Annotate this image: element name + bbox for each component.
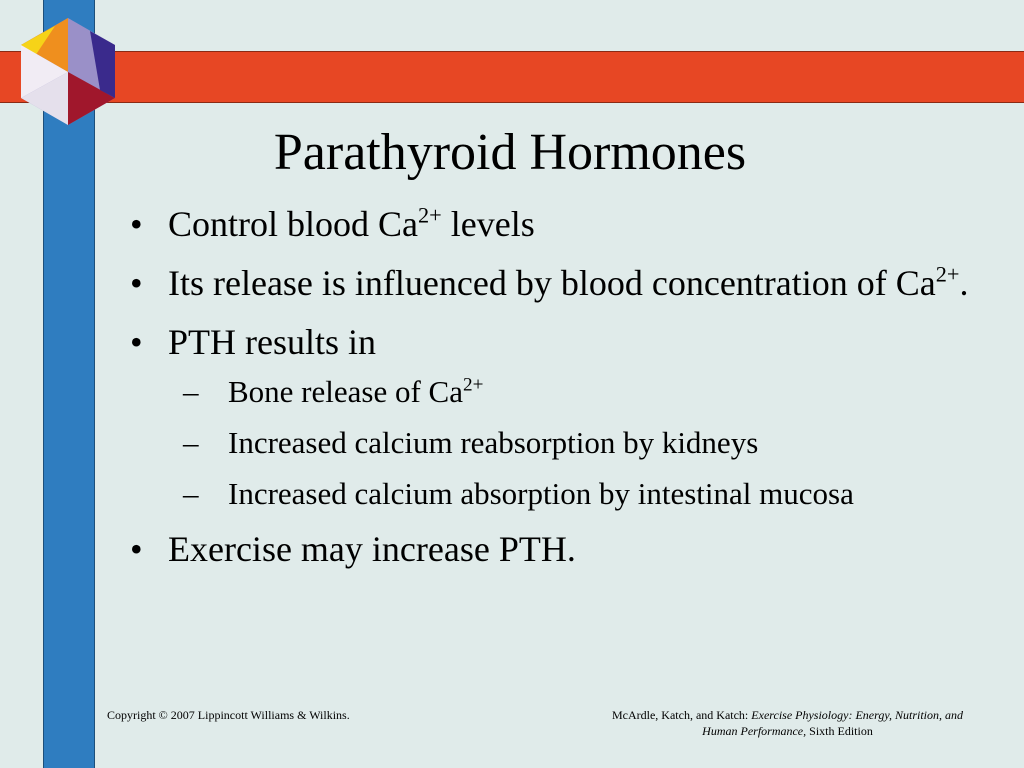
bullet-item: • Its release is influenced by blood concentration of $Ca^{2+}$.	[126, 259, 986, 307]
book-citation	[600, 707, 975, 739]
citation-authors: McArdle, Katch, and Katch:	[611, 708, 749, 722]
sub-bullet-item: – Increased calcium absorption by intestinal mucosa	[183, 474, 986, 514]
bullet-marker: •	[130, 322, 143, 362]
bullet-item: • Exercise may increase PTH.	[126, 525, 986, 573]
dash-marker: –	[183, 476, 199, 511]
dash-marker: –	[183, 425, 199, 460]
sub-bullet-list	[168, 372, 986, 514]
horizontal-accent-bar	[0, 51, 1024, 103]
copyright-notice: Copyright © 2007 Lippincott Williams & Wilkins.	[107, 708, 350, 722]
cube-logo-icon	[15, 16, 121, 136]
citation-book-title: Exercise Physiology: Energy, Nutrition, and Human Performance,	[702, 708, 964, 738]
bullet-marker: •	[130, 529, 143, 569]
slide-title: Parathyroid Hormones	[273, 124, 747, 181]
bullet-item: • Control blood $Ca^{2+}$ levels	[126, 200, 986, 248]
dash-marker: –	[183, 374, 199, 409]
bullet-list	[126, 200, 986, 584]
bullet-marker: •	[130, 263, 143, 303]
bullet-marker: •	[130, 204, 143, 244]
citation-edition: Sixth Edition	[809, 724, 873, 738]
bullet-item: • PTH results in – Bone release of $Ca^{2+}$ – Increased calcium reabsorption by kidneys – Increased calcium absorption by intestinal mucosa	[126, 318, 986, 514]
sub-bullet-item: – Bone release of $Ca^{2+}$	[183, 372, 986, 412]
sub-bullet-item: – Increased calcium reabsorption by kidneys	[183, 423, 986, 463]
